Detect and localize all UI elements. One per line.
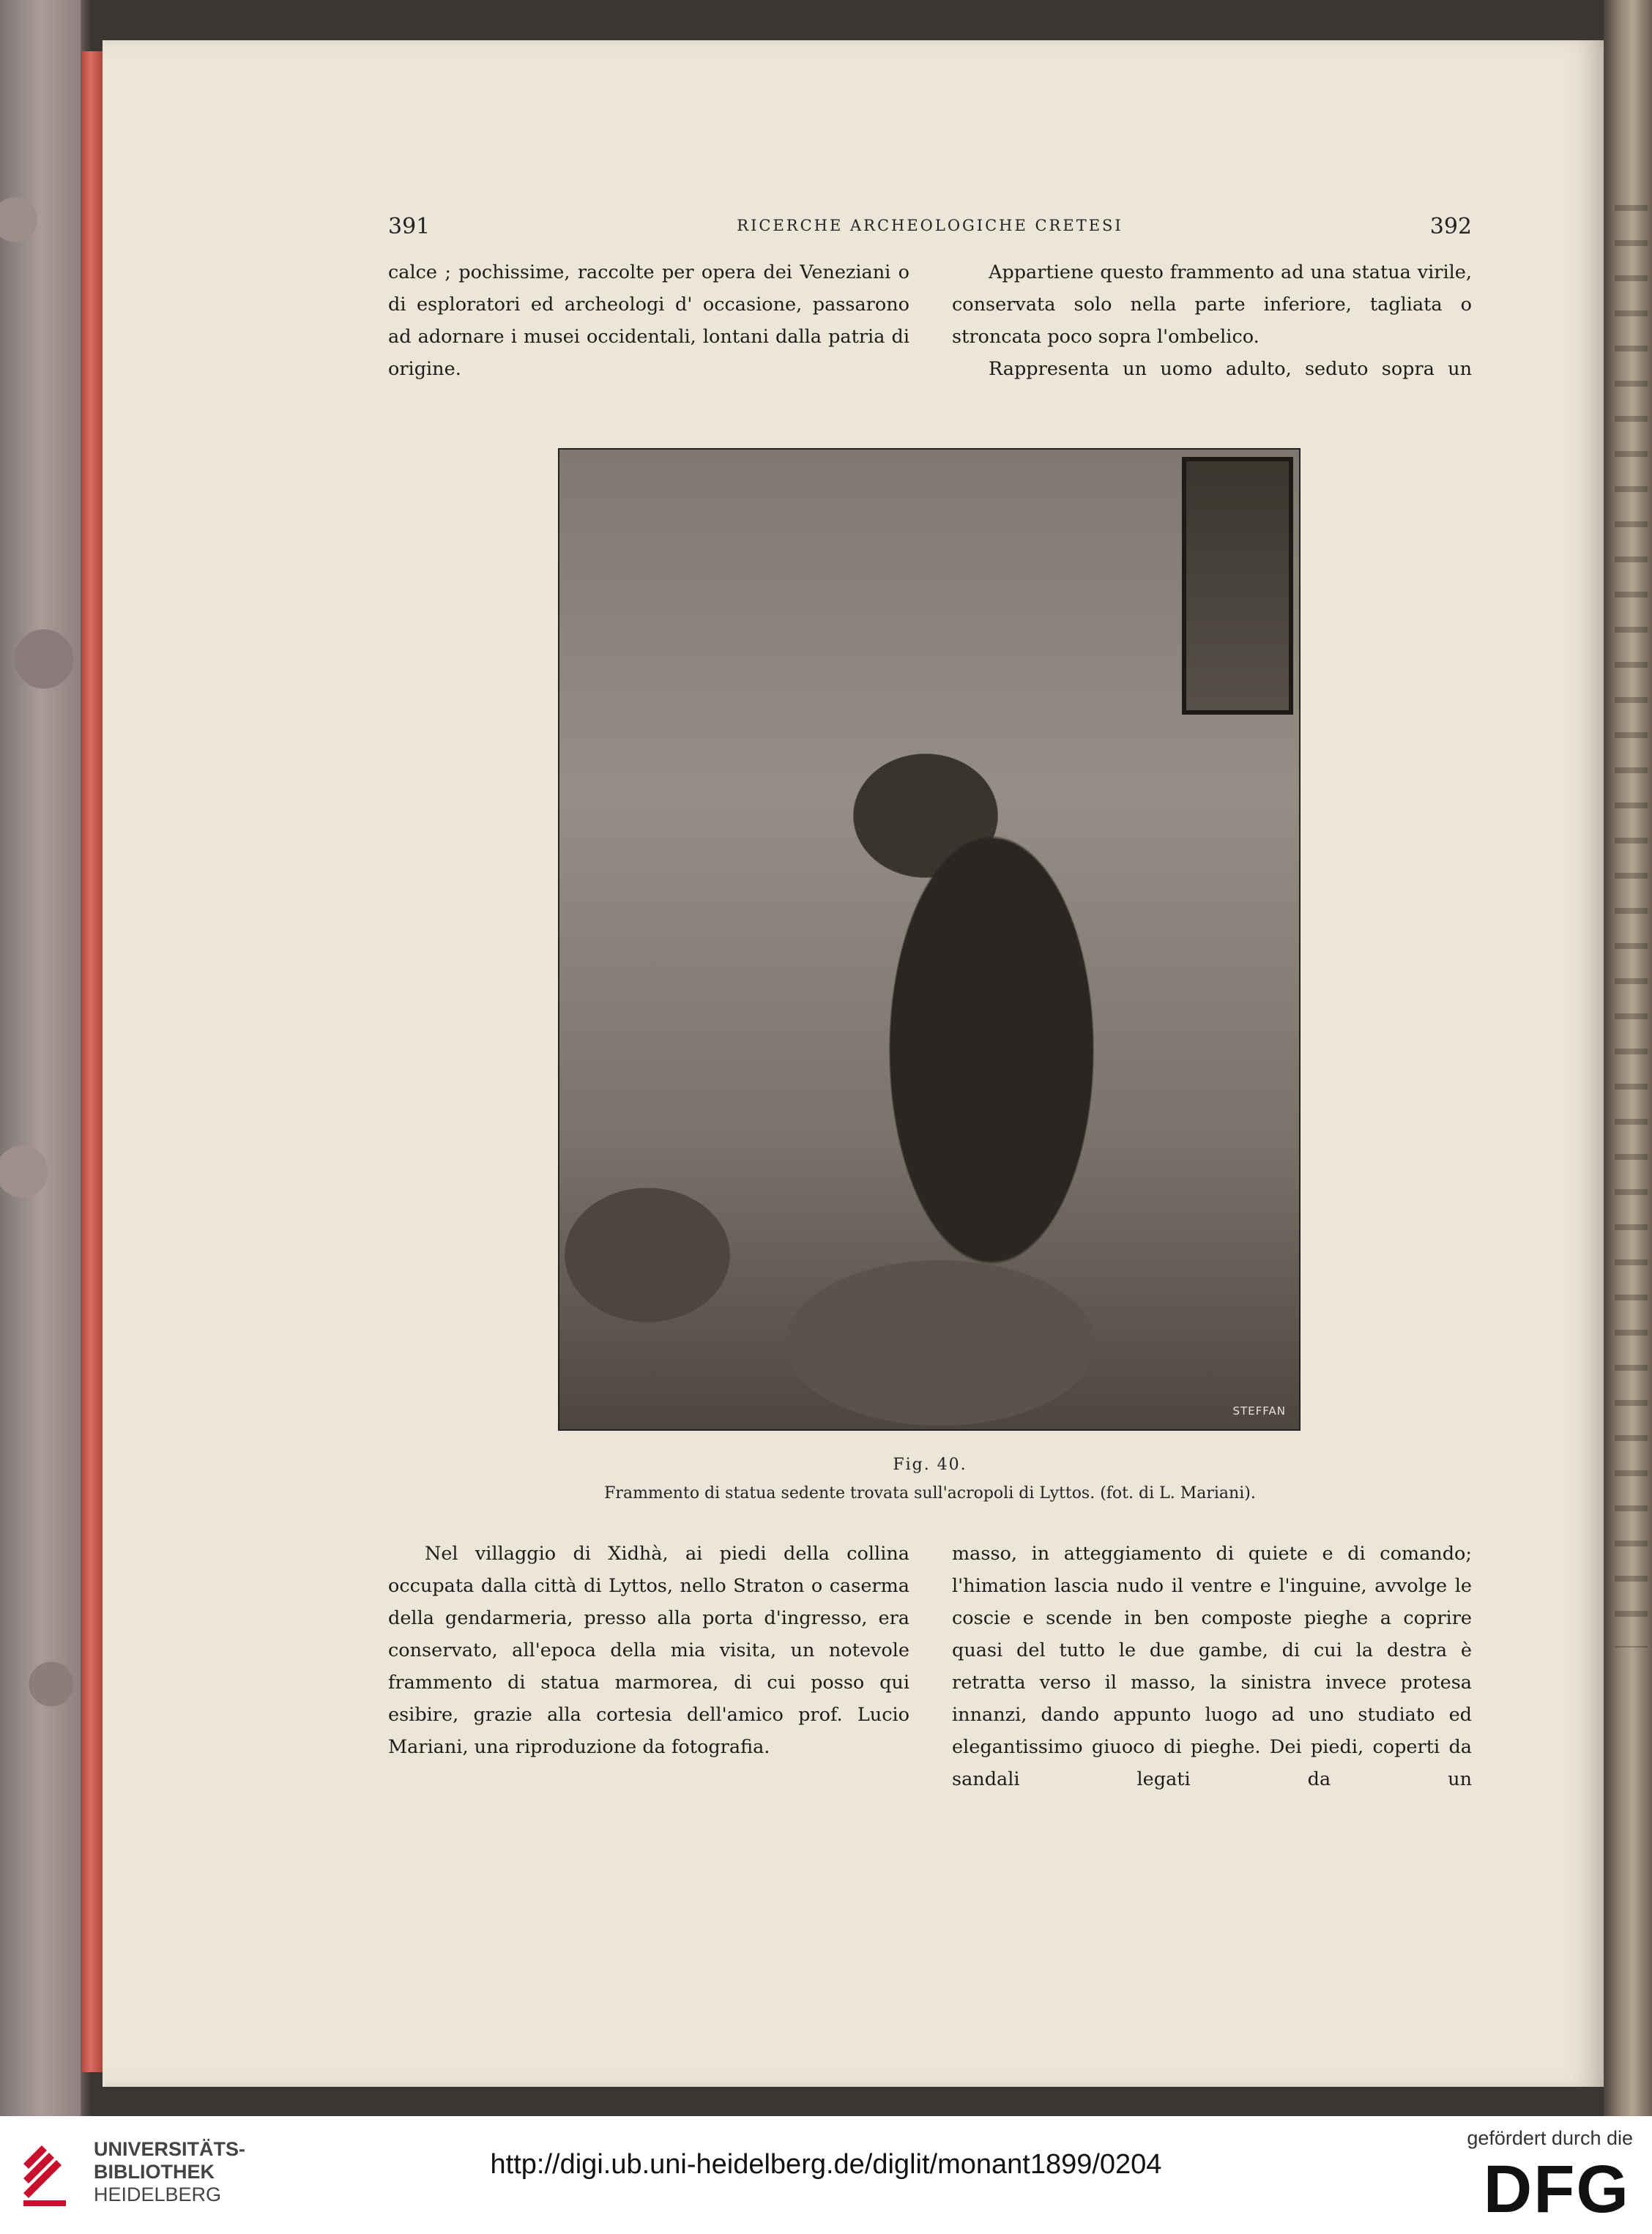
figure-caption: Frammento di statua sedente trovata sull'acropoli di Lyttos. (fot. di L. Mariani). [604, 1484, 1256, 1503]
page-url-link[interactable]: http://digi.ub.uni-heidelberg.de/diglit/monant1899/0204 [490, 2149, 1162, 2180]
paragraph-top-right-2: Rappresenta un uomo adulto, seduto sopra un [989, 358, 1472, 380]
dfg-logo[interactable]: DFG [1483, 2152, 1630, 2227]
paragraph-bottom-left: Nel villaggio di Xidhà, ai piedi della collina occupata dalla città di Lyttos, nello Straton o caserma della gendarmeria, presso alla porta d'ingresso, era conservato, all'epoca della mia visita, un notevole frammento di statua marmorea, di cui posso qui esibire, grazie alla cortesia dell'amico prof. Lucio Mariani, una riproduzione da fotografia. [388, 1543, 909, 1758]
marbled-cover [0, 0, 81, 2116]
statue-photograph [558, 448, 1301, 1431]
paragraph-top-right-1: Appartiene questo frammento ad una statua virile, conservata solo nella parte inferiore, tagliata o stroncata poco sopra l'ombelico. [952, 261, 1472, 348]
university-library-name: UNIVERSITÄTS- BIBLIOTHEK HEIDELBERG [94, 2138, 246, 2205]
sponsor-label: gefördert durch die [1467, 2127, 1633, 2149]
page-number-left: 391 [388, 214, 431, 239]
figure-label: Fig. 40. [893, 1456, 967, 1474]
paragraph-bottom-right: masso, in atteggiamento di quiete e di comando; l'himation lascia nudo il ventre e l'inguine, avvolge le coscie e scende in ben composte pieghe a coprire quasi del tutto le due gambe, di cui la destra è retratta verso il masso, la sinistra invece protesa innanzi, dando appunto luogo ad uno studiato ed elegantissimo giuoco di pieghe. Dei piedi, coperti da sandali legati da un [952, 1543, 1472, 1790]
paragraph-top-left: calce ; pochissime, raccolte per opera dei Veneziani o di esploratori ed archeologi d' occasione, passarono ad adornare i musei occidentali, lontani dalla patria di origine. [388, 261, 909, 380]
engraver-mark: STEFFAN [1232, 1404, 1286, 1418]
page-number-right: 392 [1429, 214, 1472, 239]
window-in-photo [1182, 457, 1293, 715]
facing-page-text-bleed [1615, 183, 1648, 1647]
page-header [388, 214, 1472, 243]
red-page-edges [82, 51, 103, 2072]
running-title: RICERCHE ARCHEOLOGICHE CRETESI [737, 217, 1123, 234]
